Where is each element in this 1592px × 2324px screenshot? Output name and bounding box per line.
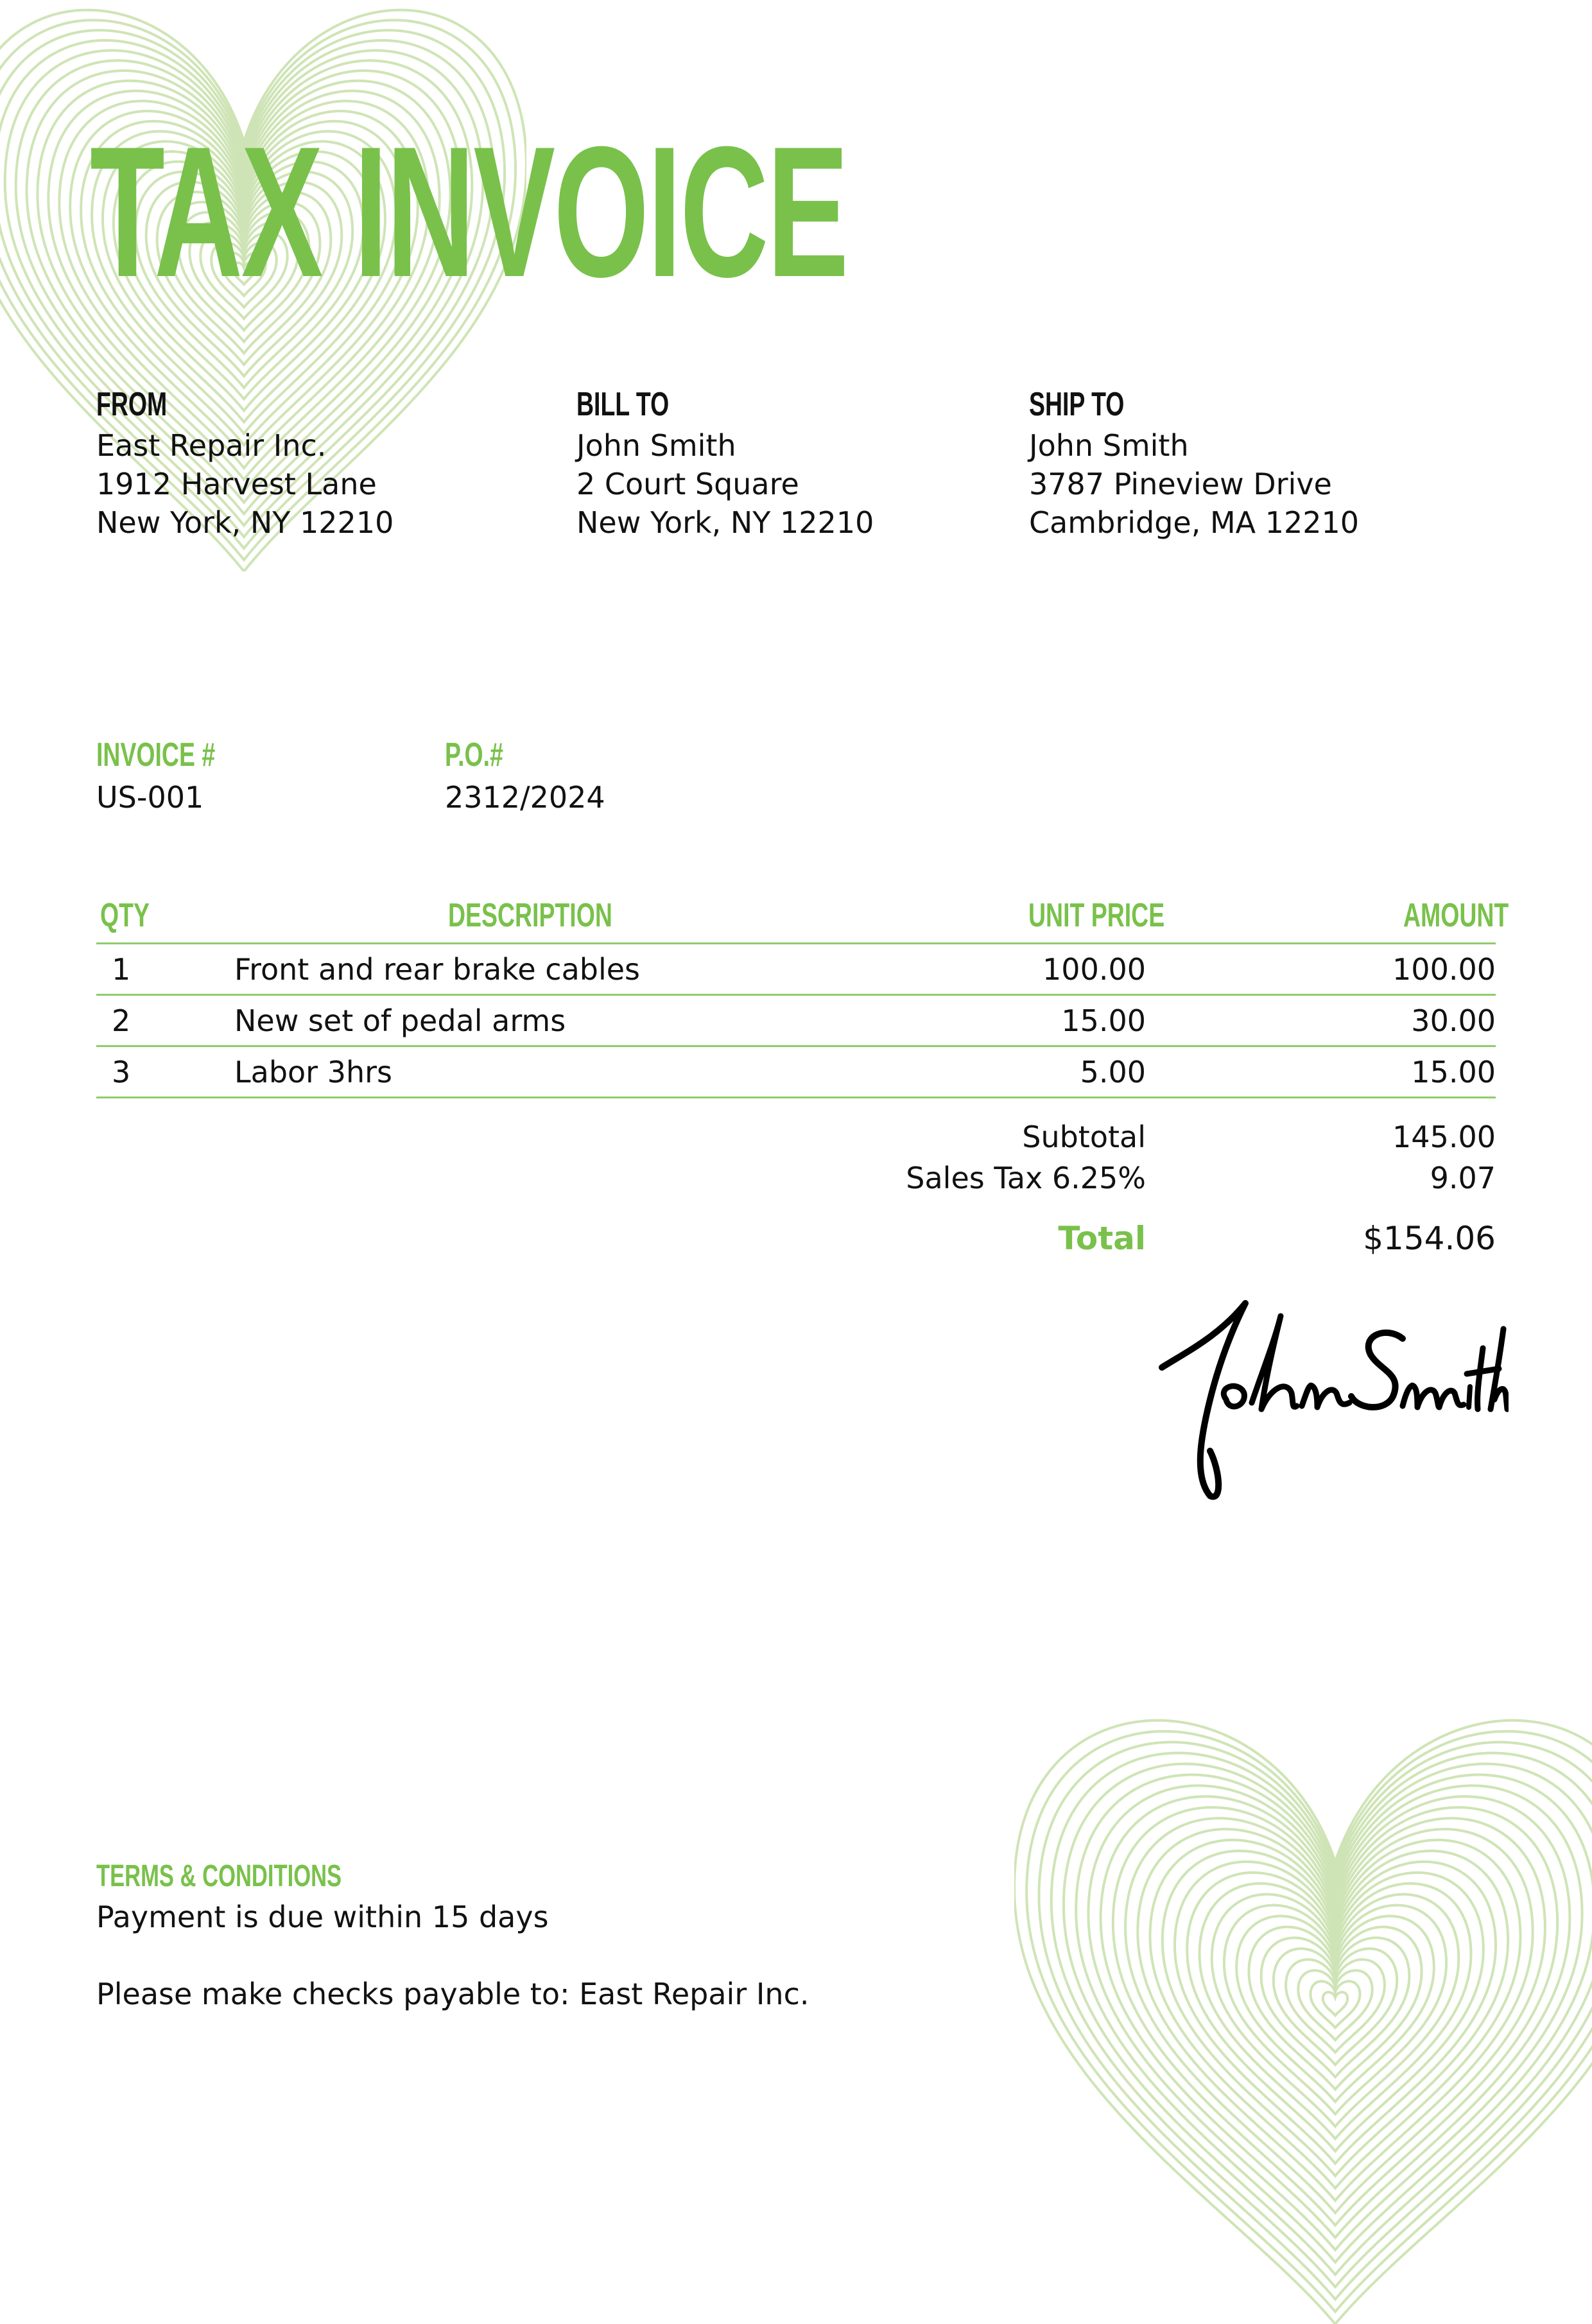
bill-to-line: New York, NY 12210 bbox=[576, 503, 874, 542]
signature-image bbox=[1149, 1290, 1509, 1509]
unit-price-cell: 15.00 bbox=[1061, 1003, 1146, 1038]
description-header: DESCRIPTION bbox=[448, 896, 612, 935]
ship-to-heading: SHIP TO bbox=[1029, 385, 1124, 424]
terms-and-conditions bbox=[96, 1857, 809, 2013]
po-number-heading: P.O.# bbox=[445, 736, 503, 774]
total-label: Total bbox=[1058, 1220, 1146, 1257]
table-header bbox=[96, 896, 1496, 944]
from-heading: FROM bbox=[96, 385, 167, 424]
invoice-number bbox=[96, 736, 261, 817]
sales-tax-value: 9.07 bbox=[1430, 1161, 1496, 1195]
ship-to-address bbox=[1029, 385, 1359, 542]
table-row bbox=[96, 996, 1496, 1047]
invoice-number-value: US-001 bbox=[96, 778, 261, 817]
description-cell: New set of pedal arms bbox=[234, 1003, 566, 1038]
qty-cell: 2 bbox=[112, 1003, 130, 1038]
table-row bbox=[96, 944, 1496, 996]
bill-to-line: John Smith bbox=[576, 426, 874, 465]
bill-to-heading: BILL TO bbox=[576, 385, 669, 424]
ship-to-line: John Smith bbox=[1029, 426, 1359, 465]
bill-to-line: 2 Court Square bbox=[576, 465, 874, 503]
qty-cell: 1 bbox=[112, 952, 130, 987]
subtotal-label: Subtotal bbox=[1022, 1120, 1146, 1154]
po-number-value: 2312/2024 bbox=[445, 778, 605, 817]
ship-to-line: 3787 Pineview Drive bbox=[1029, 465, 1359, 503]
bill-to-address bbox=[576, 385, 874, 542]
table-row bbox=[96, 1047, 1496, 1098]
from-line: New York, NY 12210 bbox=[96, 503, 394, 542]
unit-price-cell: 5.00 bbox=[1080, 1055, 1146, 1089]
heart-pattern-bottom-icon bbox=[1014, 1682, 1592, 2324]
terms-line: Please make checks payable to: East Repair Inc. bbox=[96, 1975, 809, 2013]
unit-price-header: UNIT PRICE bbox=[1028, 896, 1164, 935]
description-cell: Labor 3hrs bbox=[234, 1055, 392, 1089]
invoice-number-heading: INVOICE # bbox=[96, 736, 215, 774]
total-value: $154.06 bbox=[1363, 1220, 1496, 1257]
unit-price-cell: 100.00 bbox=[1043, 952, 1146, 987]
terms-heading: TERMS & CONDITIONS bbox=[96, 1857, 342, 1896]
qty-header: QTY bbox=[100, 896, 150, 935]
po-number bbox=[445, 736, 605, 817]
subtotal-value: 145.00 bbox=[1392, 1120, 1496, 1154]
from-line: 1912 Harvest Lane bbox=[96, 465, 394, 503]
qty-cell: 3 bbox=[112, 1055, 130, 1089]
heart-ring bbox=[1076, 1774, 1592, 2262]
amount-header: AMOUNT bbox=[1403, 896, 1509, 935]
from-address bbox=[96, 385, 394, 542]
ship-to-line: Cambridge, MA 12210 bbox=[1029, 503, 1359, 542]
terms-line: Payment is due within 15 days bbox=[96, 1898, 809, 1936]
from-line: East Repair Inc. bbox=[96, 426, 394, 465]
amount-cell: 30.00 bbox=[1411, 1003, 1496, 1038]
amount-cell: 100.00 bbox=[1392, 952, 1496, 987]
line-items-table bbox=[96, 896, 1496, 1098]
sales-tax-label: Sales Tax 6.25% bbox=[906, 1161, 1146, 1195]
description-cell: Front and rear brake cables bbox=[234, 952, 640, 987]
amount-cell: 15.00 bbox=[1411, 1055, 1496, 1089]
page-title: TAX INVOICE bbox=[90, 119, 847, 305]
